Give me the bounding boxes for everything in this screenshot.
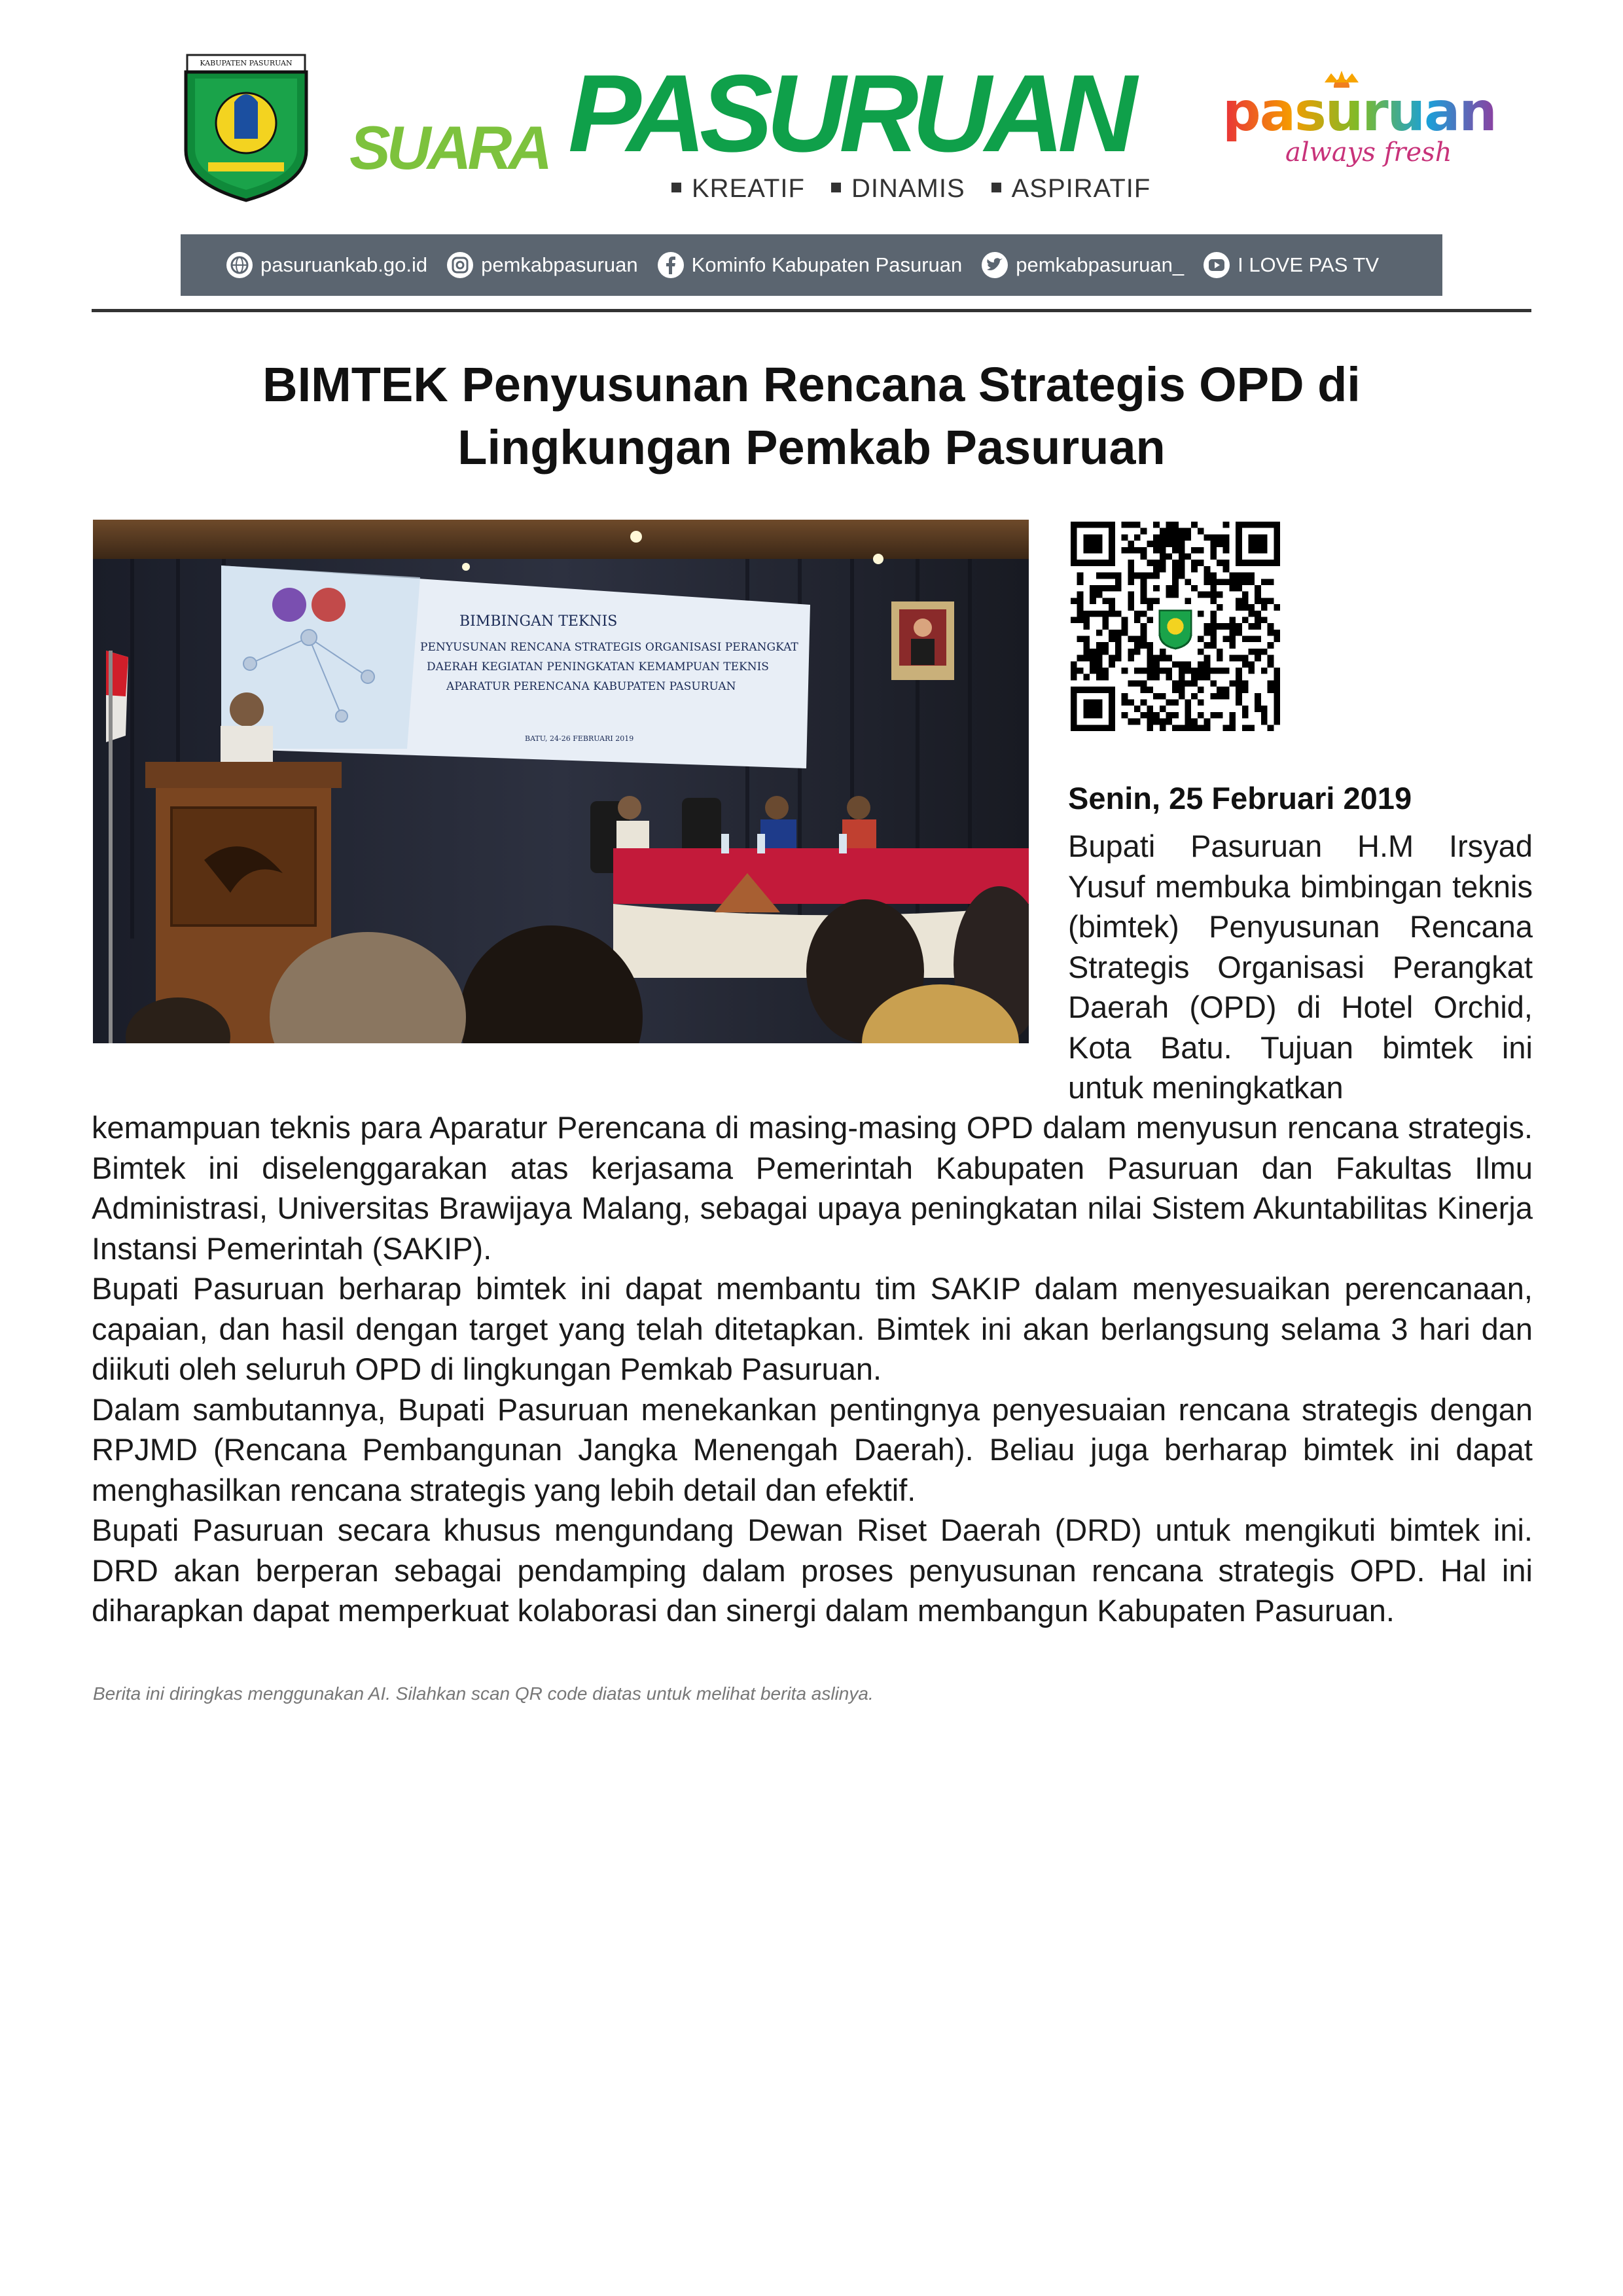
instagram-icon xyxy=(447,252,473,278)
social-label: I LOVE PAS TV xyxy=(1238,253,1380,276)
article-paragraph: kemampuan teknis para Aparatur Perencana di masing-masing OPD dalam menyusun rencana strategis. Bimtek ini diselenggarakan atas kerjasama Pemerintah Kabupaten Pasuruan dan Fakultas Ilmu Administrasi, Universitas Brawijaya Malang, sebagai upaya peningkatan nilai Sistem Akuntabilitas Kinerja Instansi Pemerintah (SAKIP). xyxy=(92,1110,1533,1266)
article-date: Senin, 25 Februari 2019 xyxy=(1068,781,1412,816)
social-label: pemkabpasuruan_ xyxy=(1016,253,1185,276)
globe-icon xyxy=(226,252,253,278)
social-label: pasuruankab.go.id xyxy=(260,253,428,276)
social-instagram-link[interactable] xyxy=(447,252,638,278)
masthead xyxy=(347,50,1171,213)
tagline-item: ASPIRATIF xyxy=(991,174,1151,204)
social-label: Kominfo Kabupaten Pasuruan xyxy=(691,253,963,276)
title-line: Lingkungan Pemkab Pasuruan xyxy=(457,420,1166,475)
tagline-item: KREATIF xyxy=(671,174,805,204)
social-bar xyxy=(181,234,1442,296)
tourism-tagline: always fresh xyxy=(1285,137,1452,168)
kabupaten-crest-logo xyxy=(182,52,310,203)
banner-text: BATU, 24-26 FEBRUARI 2019 xyxy=(525,734,634,743)
banner-text: DAERAH KEGIATAN PENINGKATAN KEMAMPUAN TEKNIS xyxy=(427,660,769,673)
article-body xyxy=(92,1107,1533,1631)
youtube-icon xyxy=(1204,252,1230,278)
brand-pasuruan: PASURUAN xyxy=(568,52,1131,175)
social-website-link[interactable] xyxy=(226,252,427,278)
article-photo xyxy=(93,520,1029,1043)
tagline-item: DINAMIS xyxy=(831,174,965,204)
pasuruan-tourism-logo xyxy=(1217,77,1496,182)
article-lead: Bupati Pasuruan H.M Irsyad Yusuf membuka bimbingan teknis (bimtek) Penyusunan Rencana Strategis Organisasi Perangkat Daerah (OPD) di Hotel Orchid, Kota Batu. Tujuan bimtek ini untuk meningkatkan xyxy=(1068,829,1533,1105)
social-facebook-link[interactable] xyxy=(658,252,963,278)
article-paragraph: Dalam sambutannya, Bupati Pasuruan menekankan pentingnya penyesuaian rencana strategis dengan RPJMD (Rencana Pembangunan Jangka Menengah Daerah). Beliau juga berharap bimtek ini dapat menghasilkan rencana strategis yang lebih detail dan efektif. xyxy=(92,1391,1533,1507)
article-title xyxy=(92,353,1531,479)
ai-summary-note: Berita ini diringkas menggunakan AI. Silahkan scan QR code diatas untuk melihat berita aslinya. xyxy=(93,1683,874,1704)
social-twitter-link[interactable] xyxy=(982,252,1184,278)
title-line: BIMTEK Penyusunan Rencana Strategis OPD di xyxy=(262,357,1361,412)
facebook-icon xyxy=(658,252,684,278)
banner-text: PENYUSUNAN RENCANA STRATEGIS ORGANISASI PERANGKAT xyxy=(420,641,798,654)
social-youtube-link[interactable] xyxy=(1204,252,1379,278)
tourism-wordmark: pasuruan xyxy=(1222,81,1496,143)
brand-suara: SUARA xyxy=(349,113,549,182)
tagline xyxy=(671,174,1150,204)
banner-text: BIMBINGAN TEKNIS xyxy=(459,613,618,630)
social-label: pemkabpasuruan xyxy=(481,253,638,276)
header-divider xyxy=(92,309,1531,312)
crest-label: KABUPATEN PASURUAN xyxy=(200,59,293,67)
twitter-icon xyxy=(982,252,1008,278)
qr-code[interactable] xyxy=(1071,521,1280,732)
article-paragraph: Bupati Pasuruan berharap bimtek ini dapat membantu tim SAKIP dalam menyesuaikan perencanaan, capaian, dan hasil dengan target yang telah ditetapkan. Bimtek ini akan berlangsung selama 3 hari dan diikuti oleh seluruh OPD di lingkungan Pemkab Pasuruan. xyxy=(92,1271,1533,1386)
banner-text: APARATUR PERENCANA KABUPATEN PASURUAN xyxy=(446,680,736,693)
article-paragraph: Bupati Pasuruan secara khusus mengundang Dewan Riset Daerah (DRD) untuk mengikuti bimtek ini. DRD akan berperan sebagai pendamping dalam proses penyusunan rencana strategis OPD. Hal ini diharapkan dapat memperkuat kolaborasi dan sinergi dalam membangun Kabupaten Pasuruan. xyxy=(92,1513,1533,1628)
